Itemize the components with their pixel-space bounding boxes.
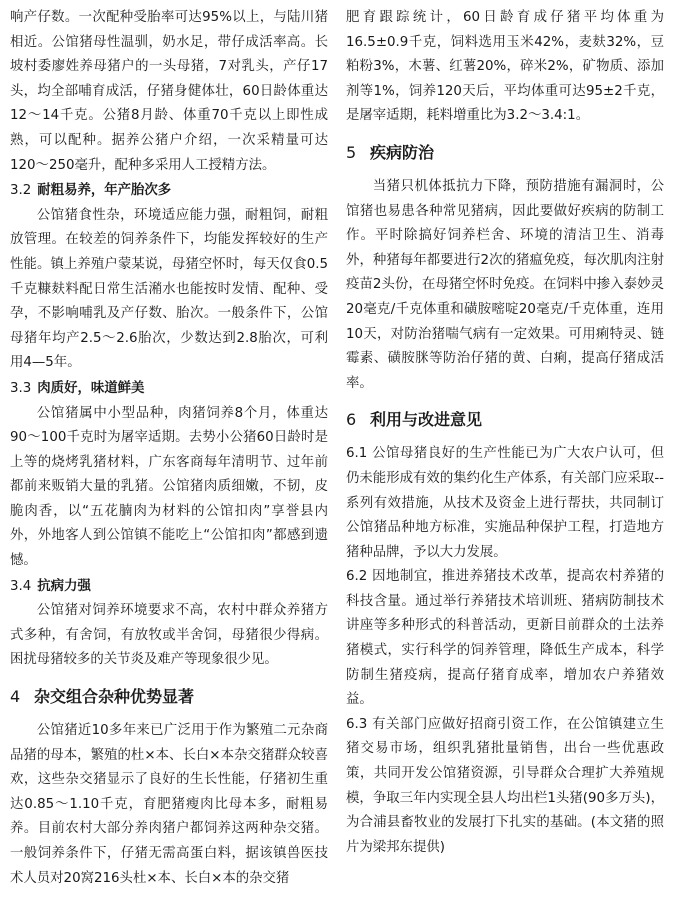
paragraph-right-2: 当猪只机体抵抗力下降，预防措施有漏洞时，公馆猪也易患各种常见猪病，因此要做好疾病的防制工作。平时除搞好饲养栏舍、环境的清洁卫生、消毒外，种猪每年都要进行2次的猪瘟免疫，每次肌肉注射疫苗2头份，在母猪空怀时免疫。在饲料中掺入泰妙灵20毫克/千克体重和磺胺嘧啶20毫克/千克体重，连用10天，对防治猪喘气病有一定效果。可用痢特灵、链霉素、磺胺脒等防治仔猪的黄、白痢，提高仔猪成活率。 <box>346 178 664 391</box>
paragraph-left-5: 公馆猪近10多年来已广泛用于作为繁殖二元杂商品猪的母本，繁殖的杜×本、长白×本杂交猪群众较喜欢，这些杂交猪显示了良好的生长性能，仔猪初生重达0.85～1.10千克，育肥猪瘦肉比母本多，耐粗易养。目前农村大部分养肉猪户都饲养这两种杂交猪。一般饲养条件下，仔猪无需高蛋白料，据该镇兽医技术人员对20窝216头杜×本、长白×本的杂交猪 <box>10 723 328 886</box>
paragraph-left-2: 公馆猪食性杂，环境适应能力强，耐粗饲，耐粗放管理。在较差的饲养条件下，均能发挥较好的生产性能。镇上养殖户蒙某说，母猪空怀时，每天仅食0.5千克糠麸料配日常生活潲水也能按时发情、配种、受孕，不影响哺乳及产仔数、胎次。一般条件下，公馆母猪年均产2.5～2.6胎次，少数达到2.8胎次，可利用4—5年。 <box>10 207 328 371</box>
heading-number: 6 <box>346 410 357 430</box>
heading-3-4 <box>10 575 328 600</box>
paragraph-left-3: 公馆猪属中小型品种，肉猪饲养8个月，体重达90～100千克时为屠宰适期。去势小公猪60日龄时是上等的烧烤乳猪材料，广东客商每年清明节、过年前都前来贩销大量的乳猪。公馆猪肉质细嫩，不韧，皮脆肉香，以“五花腩肉为材料的公馆扣肉”享誉县内外，外地客人到公馆镇不能吃上“公馆扣肉”都感到遗憾。 <box>10 405 328 569</box>
right-column <box>346 6 664 860</box>
heading-number: 4 <box>10 687 21 707</box>
paragraph-right-5: 6.3 有关部门应做好招商引资工作，在公馆镇建立生猪交易市场，组织乳猪批量销售，出台一些优惠政策，共同开发公馆猪资源，引导群众合理扩大养殖规模，争取三年内实现全县人均出栏1头猪(90多万头)，为合浦县畜牧业的发展打下扎实的基础。(本文猪的照片为梁邦东提供) <box>346 716 664 855</box>
heading-title: 耐粗易养，年产胎次多 <box>37 183 172 199</box>
heading-number: 3.4 <box>10 578 32 594</box>
heading-number: 5 <box>346 142 357 162</box>
paragraph-right-4: 6.2 因地制宜，推进养猪技术改革，提高农村养猪的科技含量。通过举行养猪技术培训班、猪病防制技术讲座等多种形式的科普活动，更新目前群众的土法养猪模式，实行科学的饲养管理，降低生产成本，科学防制生猪疫病，提高仔猪育成率，增加农户养猪效益。 <box>346 569 664 708</box>
heading-title: 杂交组合杂种优势显著 <box>34 687 195 707</box>
heading-4 <box>10 685 328 709</box>
heading-number: 3.2 <box>10 183 32 199</box>
paragraph-right-1: 肥育跟踪统计，60日龄育成仔猪平均体重为16.5±0.9千克，饲料选用玉米42%，麦麸32%，豆粕粉3%，木薯、红薯20%，碎米2%，矿物质、添加剂等1%，饲养120天后，平均体重可达95±2千克，是屠宰适期，耗料增重比为3.2～3.4:1。 <box>346 10 664 124</box>
heading-title: 利用与改进意见 <box>370 410 483 430</box>
left-column <box>10 6 328 891</box>
heading-number: 3.3 <box>10 380 32 396</box>
heading-title: 疾病防治 <box>370 142 435 162</box>
heading-6 <box>346 408 664 432</box>
paragraph-left-1: 响产仔数。一次配种受胎率可达95%以上，与陆川猪相近。公馆猪母性温驯，奶水足，带仔成活率高。长坡村委廖姓养母猪户的一头母猪，7对乳头，产仔17头，均全部哺育成活，仔猪身健体壮，60日龄体重达12～14千克。公猪8月龄、体重70千克以上即性成熟，可以配种。据养公猪户介绍，一次采精量可达120～250毫升，配种多采用人工授精方法。 <box>10 10 328 173</box>
heading-title: 抗病力强 <box>37 578 91 594</box>
heading-5 <box>346 141 664 165</box>
paragraph-right-3: 6.1 公馆母猪良好的生产性能已为广大农户认可，但仍未能形成有效的集约化生产体系，有关部门应采取--系列有效措施，从技术及资金上进行帮扶，共同制订公馆猪品种地方标准，实施品种保护工程，打造地方猪种品牌，予以大力发展。 <box>346 446 664 560</box>
heading-title: 肉质好，味道鲜美 <box>37 380 145 396</box>
heading-3-3 <box>10 377 328 402</box>
heading-3-2 <box>10 179 328 204</box>
paragraph-left-4: 公馆猪对饲养环境要求不高，农村中群众养猪方式多种，有舍饲，有放牧或半舍饲，母猪很少得病。困扰母猪较多的关节炎及难产等现象很少见。 <box>10 603 328 668</box>
